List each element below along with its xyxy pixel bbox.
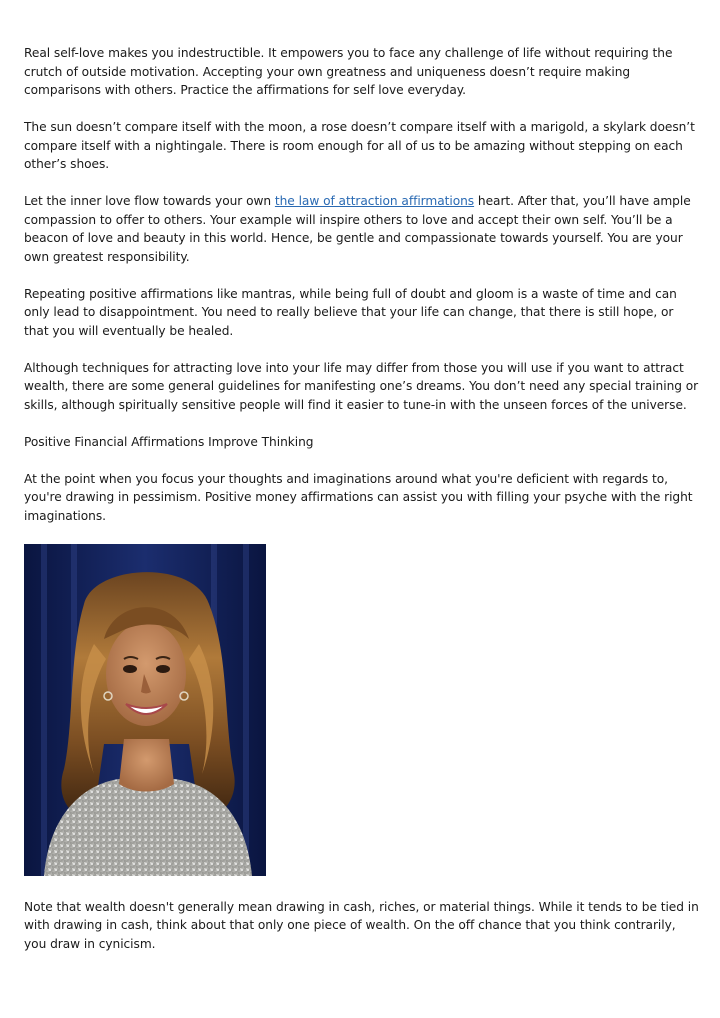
portrait-illustration: [24, 544, 266, 876]
paragraph-sun-moon: The sun doesn’t compare itself with the moon, a rose doesn’t compare itself with a marigold, a skylark doesn’t compare itself with a nightingale. There is room enough for all of us to be amazing without stepping on each other’s shoes.: [24, 120, 695, 171]
paragraph-inner-love-start: Let the inner love flow towards your own: [24, 194, 275, 208]
paragraph-wealth: Note that wealth doesn't generally mean drawing in cash, riches, or material things. While it tends to be tied in with drawing in cash, think about that only one piece of wealth. On the off chance that you think contrarily, you draw in cynicism.: [24, 899, 699, 951]
paragraph-inner-love: [24, 192, 700, 266]
law-of-attraction-link[interactable]: the law of attraction affirmations: [274, 194, 475, 208]
paragraph-mantras: Repeating positive affirmations like mantras, while being full of doubt and gloom is a waste of time and can only lead to disappointment. You need to really believe that your life can change, that there is still hope, or that you will eventually be healed.: [24, 286, 677, 338]
paragraph-inner-love-end: heart. After that, you’ll have ample compassion to offer to others. Your example will inspire others to love and accept their own self. You’ll be a beacon of love and beauty in this world. Hence, be gentle and compassionate towards yourself. You are your own greatest responsibility.: [24, 194, 691, 264]
portrait-photo: [24, 544, 266, 876]
section-heading: Positive Financial Affirmations Improve Thinking: [24, 434, 314, 449]
paragraph-self-love: Real self-love makes you indestructible. It empowers you to face any challenge of life without requiring the crutch of outside motivation. Accepting your own greatness and uniqueness doesn’t require making comparisons with others. Practice the affirmations for self love everyday.: [24, 46, 673, 97]
paragraph-techniques: Although techniques for attracting love into your life may differ from those you will use if you want to attract wealth, there are some general guidelines for manifesting one’s dreams. You don’t need any special training or skills, although spiritually sensitive people will find it easier to tune-in with the unseen forces of the universe.: [24, 360, 699, 412]
paragraph-focus: At the point when you focus your thoughts and imaginations around what you're deficient with regards to, you're drawing in pessimism. Positive money affirmations can assist you with filling your psyche with the right imaginations.: [24, 471, 693, 523]
